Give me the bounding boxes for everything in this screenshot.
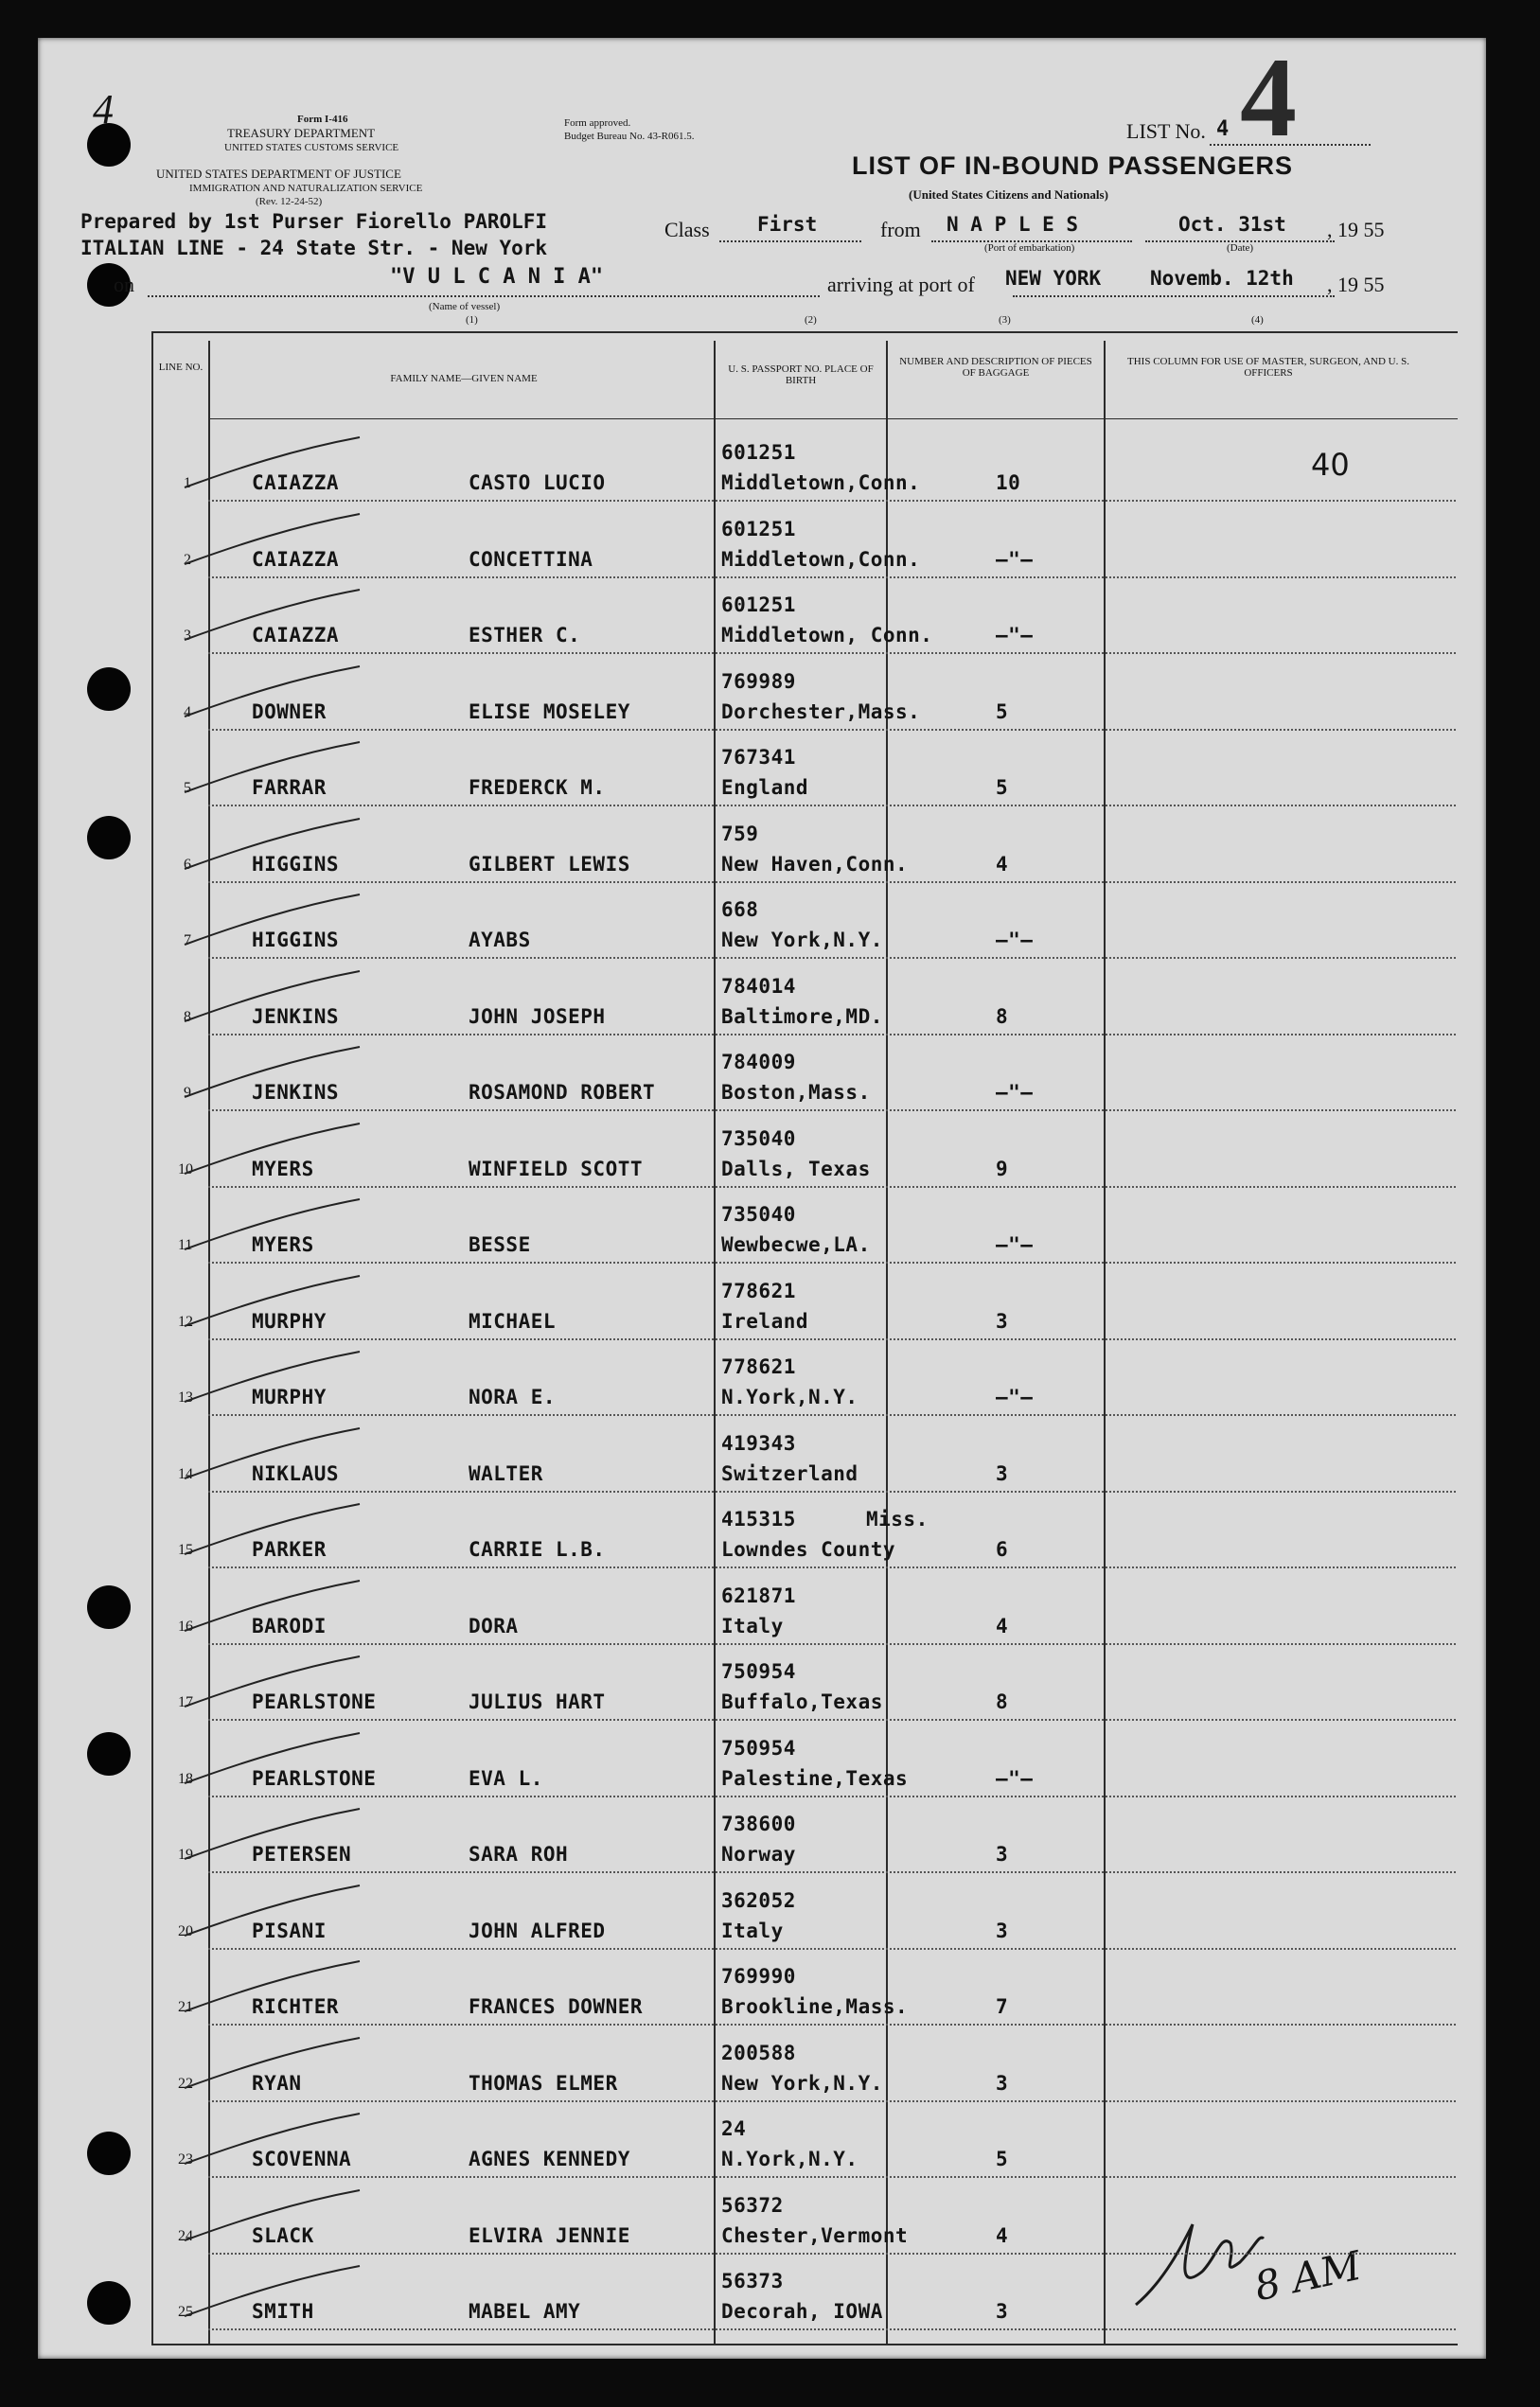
caption-2: (2) [805, 314, 817, 326]
place-of-birth: Middletown,Conn. [721, 547, 921, 571]
line-office: ITALIAN LINE - 24 State Str. - New York [80, 237, 548, 259]
given-name: AGNES KENNEDY [469, 2148, 630, 2170]
baggage-count: 3 [996, 1843, 1009, 1866]
family-name: SCOVENNA [252, 2148, 352, 2170]
year-arrival: , 19 55 [1327, 273, 1385, 296]
baggage-count: —"— [996, 1233, 1034, 1256]
family-name: BARODI [252, 1614, 327, 1637]
col-line-no: LINE NO. [158, 362, 204, 373]
baggage-count: 7 [996, 1995, 1009, 2018]
family-name: NIKLAUS [252, 1461, 340, 1485]
family-name: MURPHY [252, 1309, 327, 1333]
given-name: WINFIELD SCOTT [469, 1157, 644, 1180]
caption-1: (1) [466, 314, 478, 326]
family-name: HIGGINS [252, 929, 340, 951]
given-name: JULIUS HART [469, 1690, 606, 1713]
punch-hole [87, 2132, 131, 2175]
family-name: CAIAZZA [252, 547, 340, 571]
given-name: MICHAEL [469, 1309, 557, 1333]
passport-no: 56372 [721, 2193, 784, 2217]
check-mark [180, 1807, 369, 1864]
baggage-count: —"— [996, 1386, 1034, 1408]
given-name: GILBERT LEWIS [469, 852, 630, 876]
check-mark [180, 1350, 369, 1407]
place-of-birth: Norway [721, 1843, 796, 1866]
given-name: ESTHER C. [469, 624, 581, 646]
check-mark [180, 1731, 369, 1788]
passport-no: 362052 [721, 1888, 796, 1912]
baggage-count: 4 [996, 2223, 1009, 2247]
passport-no: 769989 [721, 669, 796, 693]
date-caption: (Date) [1227, 242, 1254, 254]
family-name: CAIAZZA [252, 471, 340, 494]
line-number: 25 [178, 2304, 193, 2320]
check-mark [180, 435, 369, 492]
officer-note: 40 [1311, 447, 1350, 483]
customs-service: UNITED STATES CUSTOMS SERVICE [224, 142, 399, 153]
family-name: FARRAR [252, 776, 327, 799]
given-name: CASTO LUCIO [469, 471, 606, 494]
place-of-birth: Italy [721, 1614, 784, 1637]
family-name: PETERSEN [252, 1843, 352, 1866]
immigration-service: IMMIGRATION AND NATURALIZATION SERVICE [189, 183, 423, 194]
passport-no: 735040 [721, 1203, 796, 1226]
line-number: 4 [184, 703, 191, 720]
passport-no: 784009 [721, 1051, 796, 1073]
port-arrival: NEW YORK [1005, 267, 1102, 290]
baggage-count: —"— [996, 929, 1034, 951]
given-name: ELISE MOSELEY [469, 699, 630, 723]
vessel-name: "V U L C A N I A" [390, 265, 604, 289]
place-of-birth: New York,N.Y. [721, 2071, 883, 2095]
check-mark [180, 817, 369, 874]
family-name: JENKINS [252, 1004, 340, 1028]
vessel-caption: (Name of vessel) [429, 301, 501, 312]
check-mark [180, 1884, 369, 1940]
check-mark [180, 1502, 369, 1559]
form-approved: Form approved. [564, 117, 631, 129]
baggage-count: 5 [996, 699, 1009, 723]
family-name: SMITH [252, 2300, 314, 2323]
line-number: 10 [178, 1160, 193, 1177]
line-number: 2 [184, 551, 191, 568]
date-arrival: Novemb. 12th [1150, 267, 1294, 290]
line-number: 13 [178, 1389, 193, 1406]
baggage-count: —"— [996, 624, 1034, 646]
passport-no: 784014 [721, 974, 796, 998]
check-mark [180, 1579, 369, 1636]
place-of-birth: Wewbecwe,LA. [721, 1233, 871, 1256]
passport-no: 601251 [721, 441, 796, 464]
passport-no: 778621 [721, 1355, 796, 1378]
baggage-count: 4 [996, 852, 1009, 876]
passport-no: 24 [721, 2117, 747, 2140]
baggage-count: 9 [996, 1157, 1009, 1180]
baggage-count: —"— [996, 1766, 1034, 1790]
line-number: 17 [178, 1694, 193, 1710]
place-of-birth: New York,N.Y. [721, 929, 883, 951]
on-label: on [114, 273, 134, 296]
place-of-birth: Baltimore,MD. [721, 1004, 883, 1028]
line-number: 14 [178, 1465, 193, 1482]
passport-no: 668 [721, 898, 759, 921]
class-value: First [757, 213, 818, 236]
page-title: LIST OF IN-BOUND PASSENGERS [852, 151, 1294, 180]
passport-no: 767341 [721, 746, 796, 769]
place-of-birth: Boston,Mass. [721, 1081, 871, 1104]
family-name: RICHTER [252, 1995, 340, 2018]
line-number: 20 [178, 1922, 193, 1939]
signature-time-note: 8 AM [1250, 2241, 1366, 2310]
check-mark [180, 588, 369, 645]
passport-no: 419343 [721, 1431, 796, 1455]
col-baggage: NUMBER AND DESCRIPTION OF PIECES OF BAGGAGE [899, 356, 1092, 379]
check-mark [180, 1655, 369, 1711]
given-name: EVA L. [469, 1766, 543, 1790]
place-of-birth-state: Miss. [866, 1508, 929, 1531]
manifest-page [38, 34, 1486, 2359]
line-number: 8 [184, 1008, 191, 1025]
line-number: 24 [178, 2227, 193, 2244]
family-name: MYERS [252, 1233, 314, 1256]
baggage-count: 3 [996, 2071, 1009, 2095]
check-mark [180, 2264, 369, 2321]
punch-hole [87, 667, 131, 711]
passport-no: 56373 [721, 2270, 784, 2292]
place-of-birth: Chester,Vermont [721, 2223, 909, 2247]
place-of-birth: New Haven,Conn. [721, 852, 909, 876]
line-number: 3 [184, 628, 191, 644]
margin-mark: 4 [93, 86, 114, 133]
page-subtitle: (United States Citizens and Nationals) [909, 187, 1108, 202]
given-name: FRANCES DOWNER [469, 1995, 644, 2018]
check-mark [180, 512, 369, 569]
arriving-label: arriving at port of [827, 273, 975, 296]
place-of-birth: Ireland [721, 1309, 809, 1333]
class-label: Class [664, 218, 710, 241]
passport-no: 601251 [721, 593, 796, 616]
place-of-birth: Dalls, Texas [721, 1157, 871, 1180]
col-passport: U. S. PASSPORT NO. PLACE OF BIRTH [728, 363, 874, 386]
baggage-count: 4 [996, 1614, 1009, 1637]
place-of-birth: N.York,N.Y. [721, 1386, 859, 1408]
family-name: HIGGINS [252, 852, 340, 876]
passport-no: 601251 [721, 517, 796, 540]
given-name: CONCETTINA [469, 547, 593, 571]
line-number: 1 [184, 475, 191, 491]
baggage-count: 5 [996, 776, 1009, 799]
check-mark [180, 1122, 369, 1178]
baggage-count: 3 [996, 1919, 1009, 1942]
passport-no: 769990 [721, 1965, 796, 1988]
passport-no: 738600 [721, 1813, 796, 1835]
place-of-birth: Decorah, IOWA [721, 2300, 883, 2323]
family-name: RYAN [252, 2071, 302, 2095]
baggage-count: —"— [996, 1081, 1034, 1104]
check-mark [180, 1045, 369, 1102]
passport-no: 415315 [721, 1508, 796, 1531]
given-name: THOMAS ELMER [469, 2071, 618, 2095]
baggage-count: 10 [996, 471, 1021, 494]
check-mark [180, 1197, 369, 1254]
baggage-count: 3 [996, 1309, 1009, 1333]
check-mark [180, 740, 369, 797]
passport-no: 750954 [721, 1660, 796, 1683]
list-number: 4 [1216, 117, 1230, 141]
check-mark [180, 1959, 369, 2016]
form-number: Form I-416 [297, 114, 348, 125]
passport-no: 200588 [721, 2041, 796, 2064]
place-of-birth: Lowndes County [721, 1538, 896, 1561]
given-name: WALTER [469, 1461, 543, 1485]
family-name: SLACK [252, 2223, 314, 2247]
given-name: JOHN ALFRED [469, 1919, 606, 1942]
passport-no: 735040 [721, 1126, 796, 1150]
given-name: ROSAMOND ROBERT [469, 1081, 656, 1104]
check-mark [180, 969, 369, 1026]
prepared-by: Prepared by 1st Purser Fiorello PAROLFI [80, 210, 548, 233]
baggage-count: 6 [996, 1538, 1009, 1561]
check-mark [180, 2188, 369, 2245]
caption-3: (3) [999, 314, 1011, 326]
family-name: DOWNER [252, 699, 327, 723]
family-name: CAIAZZA [252, 624, 340, 646]
passport-no: 759 [721, 822, 759, 845]
given-name: ELVIRA JENNIE [469, 2223, 630, 2247]
date-embarkation: Oct. 31st [1178, 213, 1286, 236]
check-mark [180, 1426, 369, 1483]
place-of-birth: Palestine,Texas [721, 1766, 909, 1790]
budget-bureau: Budget Bureau No. 43-R061.5. [564, 131, 695, 142]
baggage-count: —"— [996, 547, 1034, 571]
line-number: 12 [178, 1313, 193, 1330]
baggage-count: 3 [996, 1461, 1009, 1485]
list-no-label: LIST No. [1126, 119, 1206, 143]
family-name: PEARLSTONE [252, 1690, 377, 1713]
given-name: MABEL AMY [469, 2300, 581, 2323]
place-of-birth: England [721, 776, 809, 799]
given-name: FREDERCK M. [469, 776, 606, 799]
year-embark: , 19 55 [1327, 218, 1385, 241]
baggage-count: 8 [996, 1690, 1009, 1713]
family-name: PISANI [252, 1919, 327, 1942]
punch-hole [87, 816, 131, 859]
place-of-birth: Brookline,Mass. [721, 1995, 909, 2018]
treasury-dept: TREASURY DEPARTMENT [227, 126, 376, 140]
place-of-birth: N.York,N.Y. [721, 2148, 859, 2170]
place-of-birth: Middletown,Conn. [721, 471, 921, 494]
family-name: PEARLSTONE [252, 1766, 377, 1790]
col-officers: THIS COLUMN FOR USE OF MASTER, SURGEON, AND U. S. OFFICERS [1127, 356, 1409, 379]
given-name: SARA ROH [469, 1843, 569, 1866]
port-embark-caption: (Port of embarkation) [984, 242, 1075, 254]
family-name: PARKER [252, 1538, 327, 1561]
check-mark [180, 664, 369, 721]
port-embarkation: N A P L E S [947, 213, 1079, 236]
place-of-birth: Italy [721, 1919, 784, 1942]
passport-no: 778621 [721, 1279, 796, 1302]
given-name: DORA [469, 1614, 519, 1637]
passport-no: 750954 [721, 1736, 796, 1760]
line-number: 15 [178, 1542, 193, 1558]
punch-hole [87, 1585, 131, 1629]
line-number: 6 [184, 856, 191, 873]
line-number: 22 [178, 2075, 193, 2092]
place-of-birth: Buffalo,Texas [721, 1690, 883, 1713]
line-number: 21 [178, 1999, 193, 2015]
check-mark [180, 893, 369, 949]
given-name: JOHN JOSEPH [469, 1004, 606, 1028]
family-name: MYERS [252, 1157, 314, 1180]
caption-4: (4) [1251, 314, 1264, 326]
line-number: 23 [178, 2151, 193, 2168]
line-number: 7 [184, 932, 191, 948]
given-name: BESSE [469, 1233, 531, 1256]
list-number-stamp: 4 [1240, 34, 1297, 160]
justice-dept: UNITED STATES DEPARTMENT OF JUSTICE [156, 167, 401, 181]
check-mark [180, 2036, 369, 2093]
punch-hole [87, 2281, 131, 2325]
place-of-birth: Dorchester,Mass. [721, 699, 921, 723]
passport-no: 621871 [721, 1584, 796, 1607]
line-number: 5 [184, 780, 191, 796]
line-number: 16 [178, 1618, 193, 1635]
family-name: JENKINS [252, 1081, 340, 1104]
family-name: MURPHY [252, 1386, 327, 1408]
col-name: FAMILY NAME—GIVEN NAME [390, 373, 538, 384]
line-number: 11 [178, 1237, 193, 1253]
baggage-count: 5 [996, 2148, 1009, 2170]
baggage-count: 8 [996, 1004, 1009, 1028]
place-of-birth: Switzerland [721, 1461, 859, 1485]
place-of-birth: Middletown, Conn. [721, 624, 933, 646]
form-revision: (Rev. 12-24-52) [256, 196, 323, 207]
given-name: CARRIE L.B. [469, 1538, 606, 1561]
line-number: 18 [178, 1770, 193, 1787]
check-mark [180, 2112, 369, 2168]
check-mark [180, 1274, 369, 1331]
punch-hole [87, 1732, 131, 1776]
given-name: NORA E. [469, 1386, 557, 1408]
officer-signature [1126, 2205, 1268, 2319]
line-number: 19 [178, 1847, 193, 1863]
from-label: from [880, 218, 921, 241]
baggage-count: 3 [996, 2300, 1009, 2323]
given-name: AYABS [469, 929, 531, 951]
line-number: 9 [184, 1085, 191, 1101]
